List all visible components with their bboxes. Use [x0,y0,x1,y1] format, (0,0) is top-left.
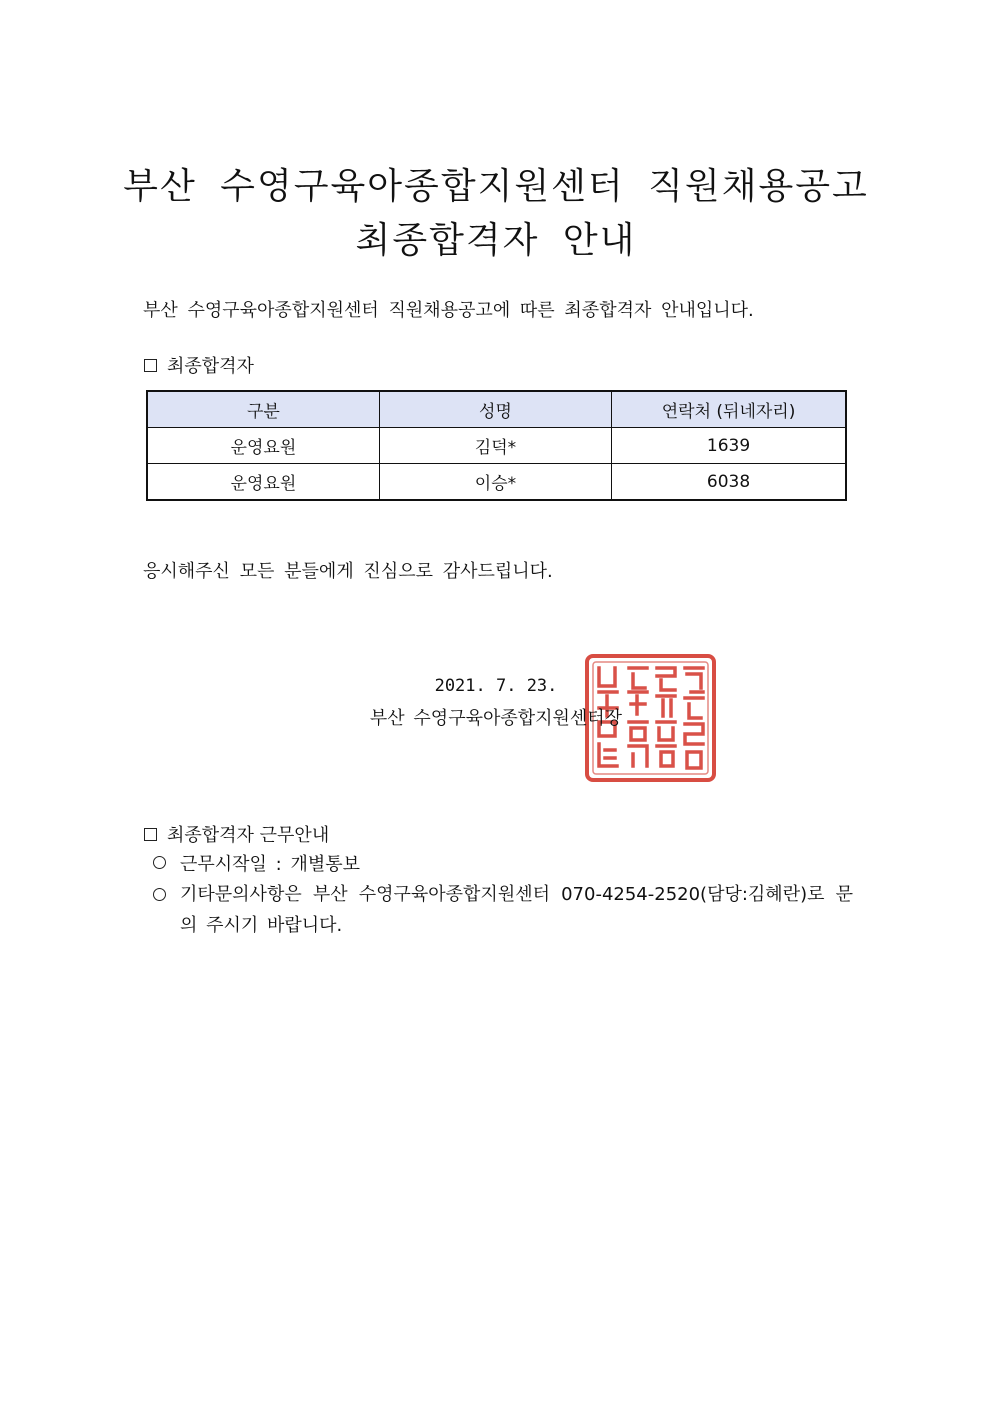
table-row [147,428,846,464]
list-item-text: 근무시작일 : 개별통보 [180,854,360,875]
document-title-line2: 최종합격자 안내 [355,220,637,261]
circle-bullet-icon [153,888,166,901]
section-work-info-heading: 최종합격자 근무안내 [167,825,330,846]
table-cell: 운영요원 [147,428,379,464]
table-header-cell: 구분 [147,391,379,428]
section-finalists-heading: 최종합격자 [167,356,254,377]
table-header-row [147,391,846,428]
table-cell: 6038 [612,464,846,501]
section-work-info [144,821,329,847]
table-header-cell: 성명 [379,391,611,428]
table-header-cell: 연락처 (뒤네자리) [612,391,846,428]
section-finalists [144,352,254,378]
table-cell: 이승* [379,464,611,501]
finalists-table [146,390,847,501]
signature-organization: 부산 수영구육아종합지원센터장 [369,708,623,729]
thanks-text: 응시해주신 모든 분들에게 진심으로 감사드립니다. [143,561,553,582]
checkbox-square-icon [144,359,157,372]
document-title-line1: 부산 수영구육아종합지원센터 직원채용공고 [123,166,869,207]
table-row [147,464,846,501]
table-cell: 1639 [612,428,846,464]
list-item-text: 기타문의사항은 부산 수영구육아종합지원센터 070-4254-2520(담당:김혜란)로 문의 주시기 바랍니다. [180,884,853,936]
circle-bullet-icon [153,856,166,869]
list-item [153,850,853,876]
table-cell: 운영요원 [147,464,379,501]
checkbox-square-icon [144,828,157,841]
table-cell: 김덕* [379,428,611,464]
signature-date: 2021. 7. 23. [434,676,558,696]
list-item [153,879,853,941]
intro-text: 부산 수영구육아종합지원센터 직원채용공고에 따른 최종합격자 안내입니다. [143,300,754,321]
